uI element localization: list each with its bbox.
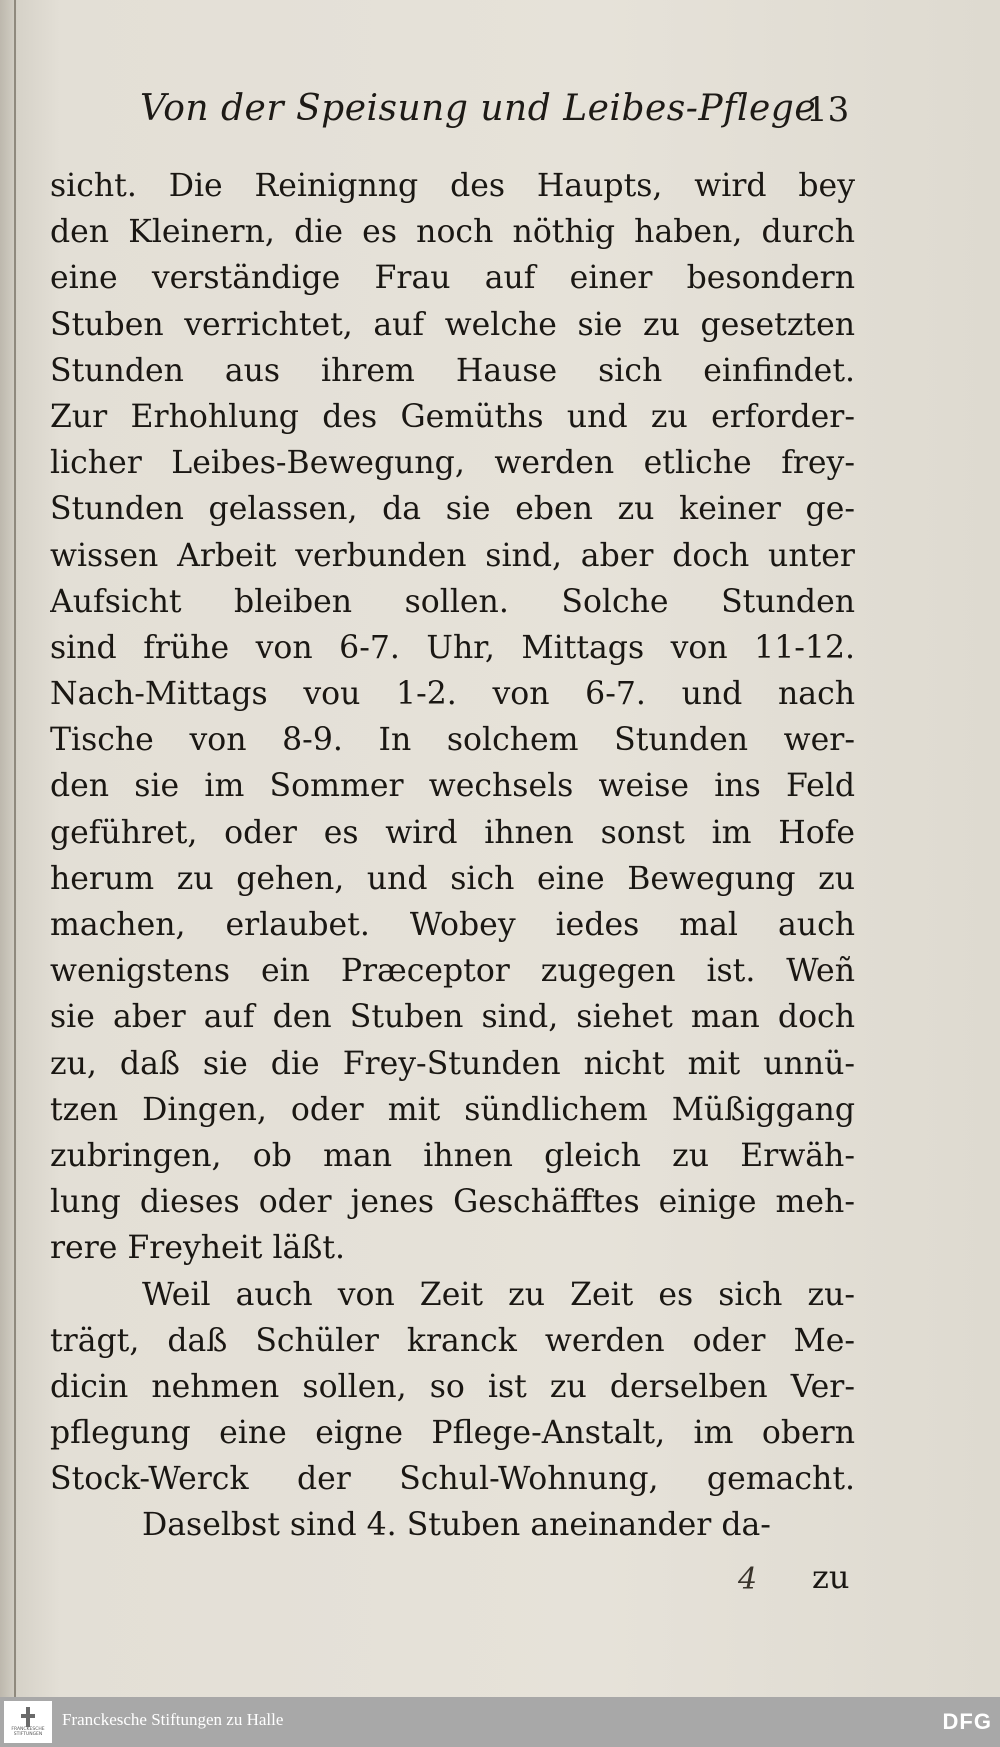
text-line: Stuben verrichtet, auf welche sie zu gesetzten: [50, 306, 855, 343]
text-line: licher Leibes-Bewegung, werden etliche frey-: [50, 445, 855, 482]
text-line: lung dieses oder jenes Geschäfftes einige meh-: [50, 1184, 855, 1221]
institution-logo: [4, 1701, 52, 1743]
text-line: sind frühe von 6-7. Uhr, Mittags von 11-12.: [50, 629, 855, 666]
text-line: Zur Erhohlung des Gemüths und zu erforder-: [50, 398, 855, 435]
text-line: Aufsicht bleiben sollen. Solche Stunden: [50, 583, 855, 620]
text-line: sie aber auf den Stuben sind, siehet man doch: [50, 999, 855, 1036]
text-line: den Kleinern, die es noch nöthig haben, durch: [50, 214, 855, 251]
cross-icon: [19, 1707, 37, 1727]
text-line: Stunden aus ihrem Hause sich einfindet.: [50, 352, 855, 389]
text-line: Stock-Werck der Schul-Wohnung, gemacht.: [50, 1461, 855, 1498]
running-title: Von der Speisung und Leibes-Pflege: [140, 88, 817, 129]
text-line: den sie im Sommer wechsels weise ins Feld: [50, 768, 855, 805]
text-line: trägt, daß Schüler kranck werden oder Me-: [50, 1322, 855, 1359]
text-line: Tische von 8-9. In solchem Stunden wer-: [50, 722, 855, 759]
text-line: wenigstens ein Præceptor zugegen ist. Weñ: [50, 953, 855, 990]
text-line: geführet, oder es wird ihnen sonst im Hofe: [50, 814, 855, 851]
catchword: zu: [812, 1558, 850, 1596]
text-line: tzen Dingen, oder mit sündlichem Müßiggang: [50, 1091, 855, 1128]
text-line: Nach-Mittags vou 1-2. von 6-7. und nach: [50, 676, 855, 713]
page-number: 13: [806, 90, 850, 130]
text-line: Stunden gelassen, da sie eben zu keiner ge-: [50, 491, 855, 528]
text-line: wissen Arbeit verbunden sind, aber doch unter: [50, 537, 855, 574]
institution-label: Franckesche Stiftungen zu Halle: [62, 1710, 284, 1729]
dfg-logo: DFG: [942, 1709, 992, 1734]
text-line: Weil auch von Zeit zu Zeit es sich zu-: [142, 1276, 855, 1313]
text-line: zubringen, ob man ihnen gleich zu Erwäh-: [50, 1137, 855, 1174]
logo-text: FRANCKESCHE STIFTUNGEN: [11, 1727, 45, 1737]
marginal-note: 4: [738, 1562, 758, 1597]
page-header: [60, 88, 860, 148]
text-line: rere Freyheit läßt.: [50, 1230, 346, 1267]
text-line: zu, daß sie die Frey-Stunden nicht mit unnü-: [50, 1045, 855, 1082]
text-line: sicht. Die Reinignng des Haupts, wird bey: [50, 168, 855, 204]
text-line: machen, erlaubet. Wobey iedes mal auch: [50, 907, 855, 943]
text-line: pflegung eine eigne Pflege-Anstalt, im obern: [50, 1415, 855, 1452]
footer-bar: [0, 1697, 1000, 1747]
text-line: Daselbst sind 4. Stuben aneinander da-: [142, 1507, 771, 1544]
text-line: eine verständige Frau auf einer besondern: [50, 260, 855, 297]
text-line: dicin nehmen sollen, so ist zu derselben Ver-: [50, 1368, 855, 1405]
text-line: herum zu gehen, und sich eine Bewegung zu: [50, 860, 855, 897]
page-edge-line: [14, 0, 16, 1697]
body-text: [50, 163, 855, 1549]
